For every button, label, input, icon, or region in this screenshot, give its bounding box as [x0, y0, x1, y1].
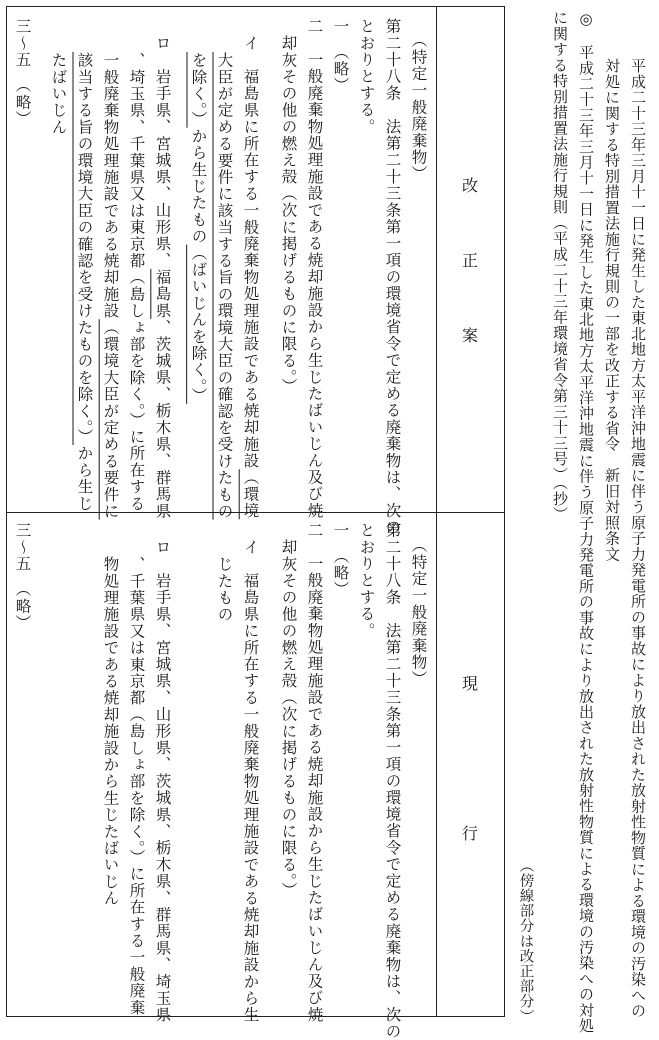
current-article-line1: 第二十八条 法第二十三条第一項の環境省令で定める廃棄物は、次の: [383, 522, 402, 1040]
revised-ro-line5: たばいじん: [49, 52, 68, 136]
header-revised-1: 改: [462, 176, 479, 195]
revised-i-line3: [190, 52, 206, 404]
revised-item2-line1: 二 一般廃棄物処理施設である焼却施設から生じたばいじん及び焼: [305, 18, 324, 519]
revised-ro-line3: [102, 52, 118, 520]
revised-ro-line4: [76, 52, 92, 512]
revised-i-text-2: から生じたもの: [189, 127, 208, 245]
revised-ro-text-b: 、茨城県、栃木県、群馬県: [153, 318, 172, 520]
current-items-3-5: 三〜五 （略）: [13, 522, 32, 632]
header-column-border: [436, 6, 437, 1017]
revised-i-underlined: （環境: [241, 469, 260, 520]
current-ro-line3: 物処理施設である焼却施設から生じたばいじん: [101, 556, 120, 907]
revised-i-text: イ 福島県に所在する一般廃棄物処理施設である焼却施設: [241, 35, 260, 470]
current-i-line1: イ 福島県に所在する一般廃棄物処理施設である焼却施設から生: [241, 539, 260, 1024]
note-underline: （傍線部分は改正部分）: [517, 858, 534, 1025]
header-revised-2: 正: [462, 251, 479, 270]
revised-ro-line1: [154, 35, 170, 519]
revised-ro-underlined-4: 該当する旨の環境大臣の確認を受けたものを除く。）: [75, 52, 94, 446]
revised-heading: （特定一般廃棄物）: [409, 32, 428, 183]
revised-items-3-5: 三〜五 （略）: [13, 18, 32, 128]
revised-i-line1: [242, 35, 258, 519]
revised-article-line2: とおりとする。: [357, 18, 376, 135]
current-item2-line2: 却灰その他の燃え殻（次に掲げるものに限る。）: [279, 539, 298, 899]
revised-item2-line2: 却灰その他の燃え殻（次に掲げるものに限る。）: [279, 35, 298, 395]
title-line-3: ◎ 平成二十三年三月十一日に発生した東北地方太平洋沖地震に伴う原子力発電所の事故により放出された放射性物質による環境の汚染への対処: [577, 10, 595, 1034]
current-item1: 一 （略）: [331, 522, 350, 598]
current-i-line2: じたもの: [215, 556, 234, 623]
title-line-2: 対処に関する特別措置法施行規則の一部を改正する省令 新旧対照条文: [603, 58, 621, 562]
title-line-4: に関する特別措置法施行規則（平成二十三年環境省令第三十三号）（抄）: [551, 10, 569, 523]
revised-i-line2: 大臣が定める要件に該当する旨の環境大臣の確認を受けたもの: [215, 52, 234, 520]
current-heading: （特定一般廃棄物）: [409, 537, 428, 688]
current-item2-line1: 二 一般廃棄物処理施設である焼却施設から生じたばいじん及び焼: [305, 522, 324, 1023]
revised-article-line1: 第二十八条 法第二十三条第一項の環境省令で定める廃棄物は、次の: [383, 18, 402, 536]
current-ro-line2: 、千葉県又は東京都（島しょ部を除く。）に所在する一般廃棄: [127, 556, 146, 1016]
revised-ro-underlined-3: （環境大臣が定める要件に: [101, 319, 120, 520]
revised-ro-underlined: 福島県: [153, 268, 172, 319]
header-current-1: 現: [462, 674, 479, 693]
revised-ro-text: ロ 岩手県、宮城県、山形県、: [153, 35, 172, 269]
revised-item1: 一 （略）: [331, 18, 350, 94]
revised-i-underlined-3: （ばいじんを除く。）: [189, 244, 208, 404]
header-revised-3: 案: [462, 326, 479, 345]
title-line-1: 平成二十三年三月十一日に発生した東北地方太平洋沖地震に伴う原子力発電所の事故により放出された放射性物質による環境の汚染への: [629, 58, 647, 1019]
header-current-2: 行: [462, 824, 479, 843]
revised-i-underlined-2: を除く。）: [189, 52, 208, 128]
revised-ro-text-4: から生じ: [75, 445, 94, 512]
revised-ro-line2: 、埼玉県、千葉県又は東京都（島しょ部を除く。）に所在する: [127, 52, 146, 512]
revised-ro-text-3: 一般廃棄物処理施設である焼却施設: [101, 52, 120, 320]
current-article-line2: とおりとする。: [357, 522, 376, 639]
current-ro-line1: ロ 岩手県、宮城県、山形県、茨城県、栃木県、群馬県、埼玉県: [153, 539, 172, 1024]
